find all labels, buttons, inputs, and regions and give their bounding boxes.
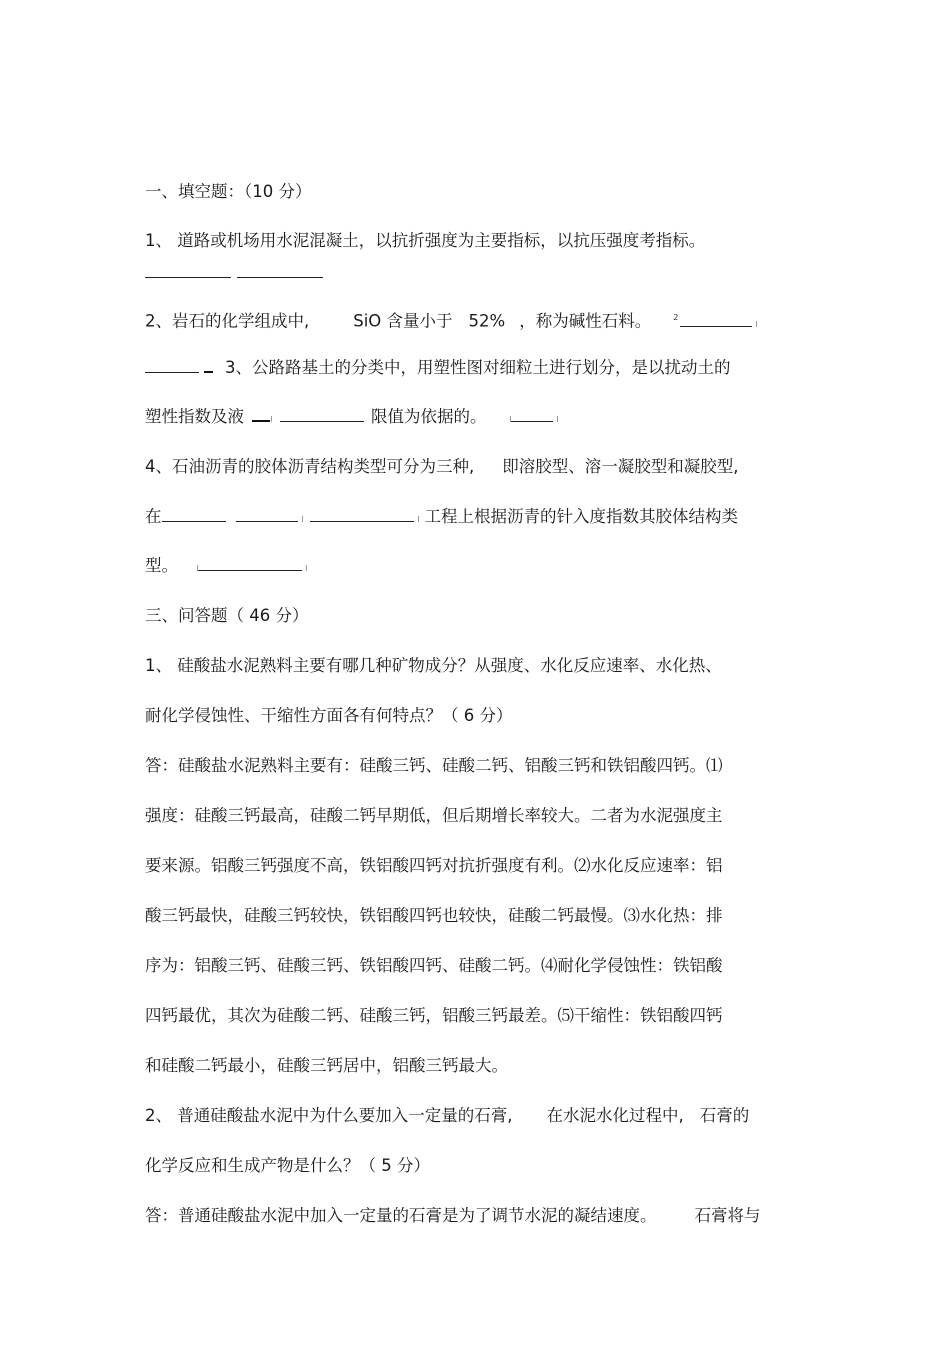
blank-line[interactable] <box>680 314 752 327</box>
question-3-line-1 <box>145 357 731 379</box>
question-3-text-a: 塑性指数及液 <box>145 407 244 426</box>
qa-1-answer-line: 强度：硅酸三钙最高，硅酸二钙早期低，但后期增长率较大。二者为水泥强度主 <box>145 806 723 825</box>
question-4-text-b: 即溶胶型、溶一凝胶型和凝胶型, <box>502 457 739 476</box>
blank-line[interactable] <box>252 410 270 422</box>
section-fill-blank-title: 一、填空题：（10 分） <box>145 182 312 201</box>
qa-1-question-line-1: 1、 硅酸盐水泥熟料主要有哪几种矿物成分？从强度、水化反应速率、水化热、 <box>145 656 722 675</box>
qa-2-question-line-2: 化学反应和生成产物是什么？（ 5 分） <box>145 1156 430 1175</box>
question-4-line-3 <box>145 555 307 577</box>
question-2-part-d: ，称为碱性石料。 <box>519 311 652 331</box>
blank-line[interactable] <box>511 409 553 422</box>
subscript-2: 2 <box>673 313 679 322</box>
qa-2-question-line-1 <box>145 1105 749 1127</box>
question-3-text: 3、公路路基土的分类中，用塑性图对细粒土进行划分，是以扰动土的 <box>225 358 731 377</box>
blank-line[interactable] <box>198 558 302 571</box>
qa-1-answer-line: 要来源。铝酸三钙强度不高，铁铝酸四钙对抗折强度有利。⑵水化反应速率：铝 <box>145 856 723 875</box>
blank-line[interactable] <box>237 265 323 278</box>
question-2 <box>145 307 757 333</box>
qa-2-answer-line-1 <box>145 1205 761 1227</box>
blank-line[interactable] <box>145 360 199 373</box>
section-qa-title: 三、问答题（ 46 分） <box>145 606 309 625</box>
qa-1-answer-line: 和硅酸二钙最小，硅酸三钙居中，铝酸三钙最大。 <box>145 1056 508 1075</box>
question-3-line-2 <box>145 406 558 428</box>
qa-1-answer-line: 序为：铝酸三钙、硅酸三钙、铁铝酸四钙、硅酸二钙。⑷耐化学侵蚀性：铁铝酸 <box>145 956 723 975</box>
question-4-text-e: 型。 <box>145 556 178 575</box>
blank-line[interactable] <box>236 509 298 522</box>
qa-1-question-line-2: 耐化学侵蚀性、干缩性方面各有何特点？（ 6 分） <box>145 706 513 725</box>
qa-2-question-part-a: 2、 普通硅酸盐水泥中为什么要加入一定量的石膏, <box>145 1106 513 1125</box>
blank-line[interactable] <box>280 409 364 422</box>
question-2-part-b: SiO 含量小于 <box>353 311 453 331</box>
blank-line[interactable] <box>145 265 231 278</box>
question-1-text: 1、 道路或机场用水泥混凝土，以抗折强度为主要指标，以抗压强度考指标。 <box>145 231 706 250</box>
blank-line[interactable] <box>162 509 226 522</box>
qa-2-question-part-b: 在水泥水化过程中, <box>546 1106 684 1125</box>
qa-2-answer-part-a: 答：普通硅酸盐水泥中加入一定量的石膏是为了调节水泥的凝结速度。 <box>145 1206 657 1225</box>
question-1-blanks <box>145 262 326 284</box>
question-4-text-d: 工程上根据沥青的针入度指数其胶体结构类 <box>424 507 738 526</box>
question-4-line-1 <box>145 456 739 478</box>
qa-2-question-part-c: 石膏的 <box>699 1106 750 1125</box>
qa-1-answer-line: 四钙最优，其次为硅酸二钙、硅酸三钙，铝酸三钙最差。⑸干缩性：铁铝酸四钙 <box>145 1006 723 1025</box>
qa-1-answer-line: 酸三钙最快，硅酸三钙较快，铁铝酸四钙也较快，硅酸二钙最慢。⑶水化热：排 <box>145 906 723 925</box>
question-4-line-2 <box>145 506 738 528</box>
question-3-text-b: 限值为依据的。 <box>371 407 487 426</box>
qa-2-answer-part-b: 石膏将与 <box>694 1206 761 1225</box>
question-2-value: 52% <box>468 311 506 331</box>
question-4-text-c: 在 <box>145 507 162 526</box>
qa-1-answer-line: 答：硅酸盐水泥熟料主要有：硅酸三钙、硅酸二钙、铝酸三钙和铁铝酸四钙。⑴ <box>145 756 723 775</box>
blank-line[interactable] <box>310 509 414 522</box>
question-4-text-a: 4、石油沥青的胶体沥青结构类型可分为三种, <box>145 457 475 476</box>
question-2-part-a: 2、岩石的化学组成中, <box>145 311 310 331</box>
